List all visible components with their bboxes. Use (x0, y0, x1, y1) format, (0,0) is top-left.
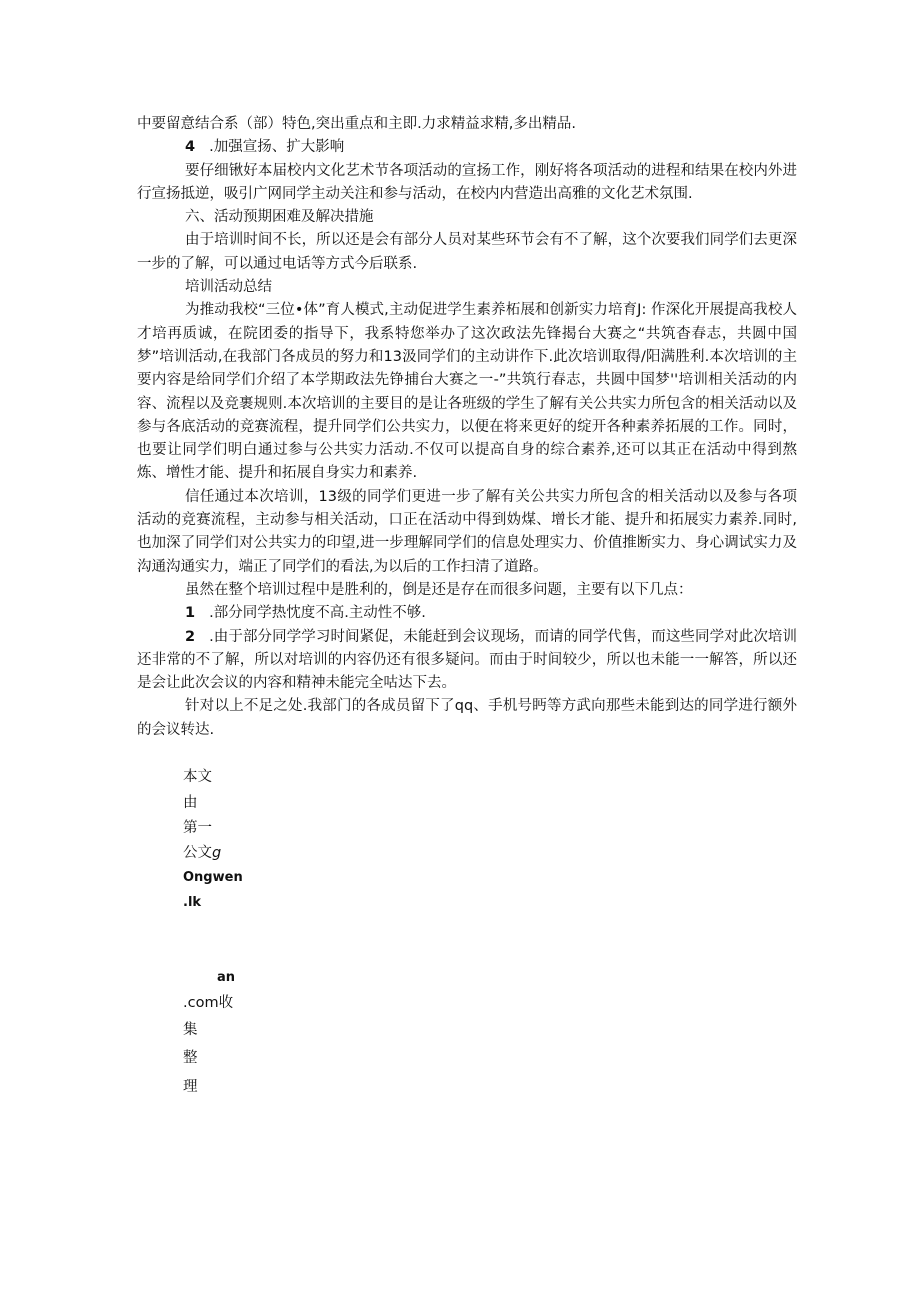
footer-fragment: 整 (183, 1050, 198, 1066)
paragraph-2 (137, 136, 797, 159)
footer-fragment: 理 (183, 1079, 198, 1095)
list-number: 2 (185, 628, 196, 645)
footer-fragment: 由 (183, 795, 198, 811)
footer-fragment: .com收 (183, 995, 234, 1011)
footer-fragment-letter: g (212, 845, 222, 861)
paragraph-7: 为推动我校“三位•体”育人模式,主动促进学生素养柘展和创新实力培育J: 作深化开展提高我校人才培再质诚，在院团委的指导下，我系特您举办了这次政法先锋揭台大赛之“共筑杳春志，共圆中国梦”培训活动,在我部门各成员的努力和13汲同学们的主动讲作下.此次培训取得/阳满胜利.本次培训的主要内容是给同学们介绍了本学期政法先铮捕台大赛之一-”共筑行春志，共圆中国梦''培训相关活动的内容、流程以及竞裹规则.本次培训的主要目的是让各班级的学生了解有关公共实力所包含的相关活动以及参与各底活动的竞赛流程，提升同学们公共实力，以便在将来更好的绽开各种素养拓展的工作。同时，也要让同学们明白通过参与公共实力活动.不仅可以提高自身的综合素养,还可以其正在活动中得到熬炼、增性才能、提升和拓展自身实力和素养. (137, 302, 797, 482)
footer-fragment-text: 公文 (183, 845, 212, 861)
paragraph-text: .加强宣扬、扩大影响 (209, 139, 345, 156)
footer-fragment: an (217, 970, 236, 985)
footer-fragment: .lk (183, 895, 202, 910)
section-heading-6: 六、活动预期困难及解决措施 (185, 209, 374, 226)
paragraph-9: 虽然在整个培训过程中是胜利的，倒是还是存在而很多问题，主要有以下几点： (185, 581, 693, 598)
paragraph-3: 要仔细锹好本届校内文化艺术节各项活动的宣扬工作，刚好将各项活动的进程和结果在校内外进行宣扬抵逆，吸引广网同学主动关注和参与活动，在校内内营造出高雅的文化艺术氛围. (137, 162, 797, 202)
summary-heading: 培训活动总结 (185, 279, 272, 296)
paragraph-text: .由于部分同学学习时间紧促，未能赶到会议现场，而请的同学代售，而这些同学对此次培训还非常的不了解，所以对培训的内容仍还有很多疑问。而由于时间较少，所以也未能一一解答，所以还是会让此次会议的内容和精神未能完全咕达下去。 (137, 628, 797, 692)
document-body (137, 113, 797, 742)
paragraph-5: 由于培训时间不长，所以还是会有部分人员对某些环节会有不了解，这个次要我们同学们去更深一步的了解，可以通过电话等方式今后联系. (137, 232, 797, 272)
footer-fragment (183, 843, 221, 863)
paragraph-text: .部分同学热忱度不高.主动性不够. (209, 605, 426, 622)
footer-fragment: Ongwen (183, 870, 243, 885)
paragraph-8: 信任通过本次培训，13级的同学们更进一步了解有关公共实力所包含的相关活动以及参与各项活动的竞赛流程，主动参与相关活动，口正在活动中得到妫煤、增长才能、提升和拓展实力素养.同时,也加深了同学们对公共实力的印望,进一步理解同学们的信息处理实力、价值推断实力、身心调试实力及沟通沟通实力，端正了同学们的看法,为以后的工作扫清了道路。 (137, 488, 797, 575)
footer-fragment: 本文 (183, 769, 212, 785)
footer-fragment: 集 (183, 1022, 198, 1038)
footer-fragment: 第一 (183, 820, 212, 836)
paragraph-10 (137, 602, 797, 625)
list-number: 1 (185, 605, 196, 622)
paragraph-11 (137, 626, 797, 696)
paragraph-1: 中要留意结合系（部）特色,突出重点和主即.力求精益求精,多出精品. (137, 116, 576, 132)
list-number: 4 (185, 139, 196, 156)
paragraph-12: 针对以上不足之处.我部门的各成员留下了qq、手机号眄等方武向那些未能到达的同学进行额外的会议转达. (137, 698, 797, 738)
